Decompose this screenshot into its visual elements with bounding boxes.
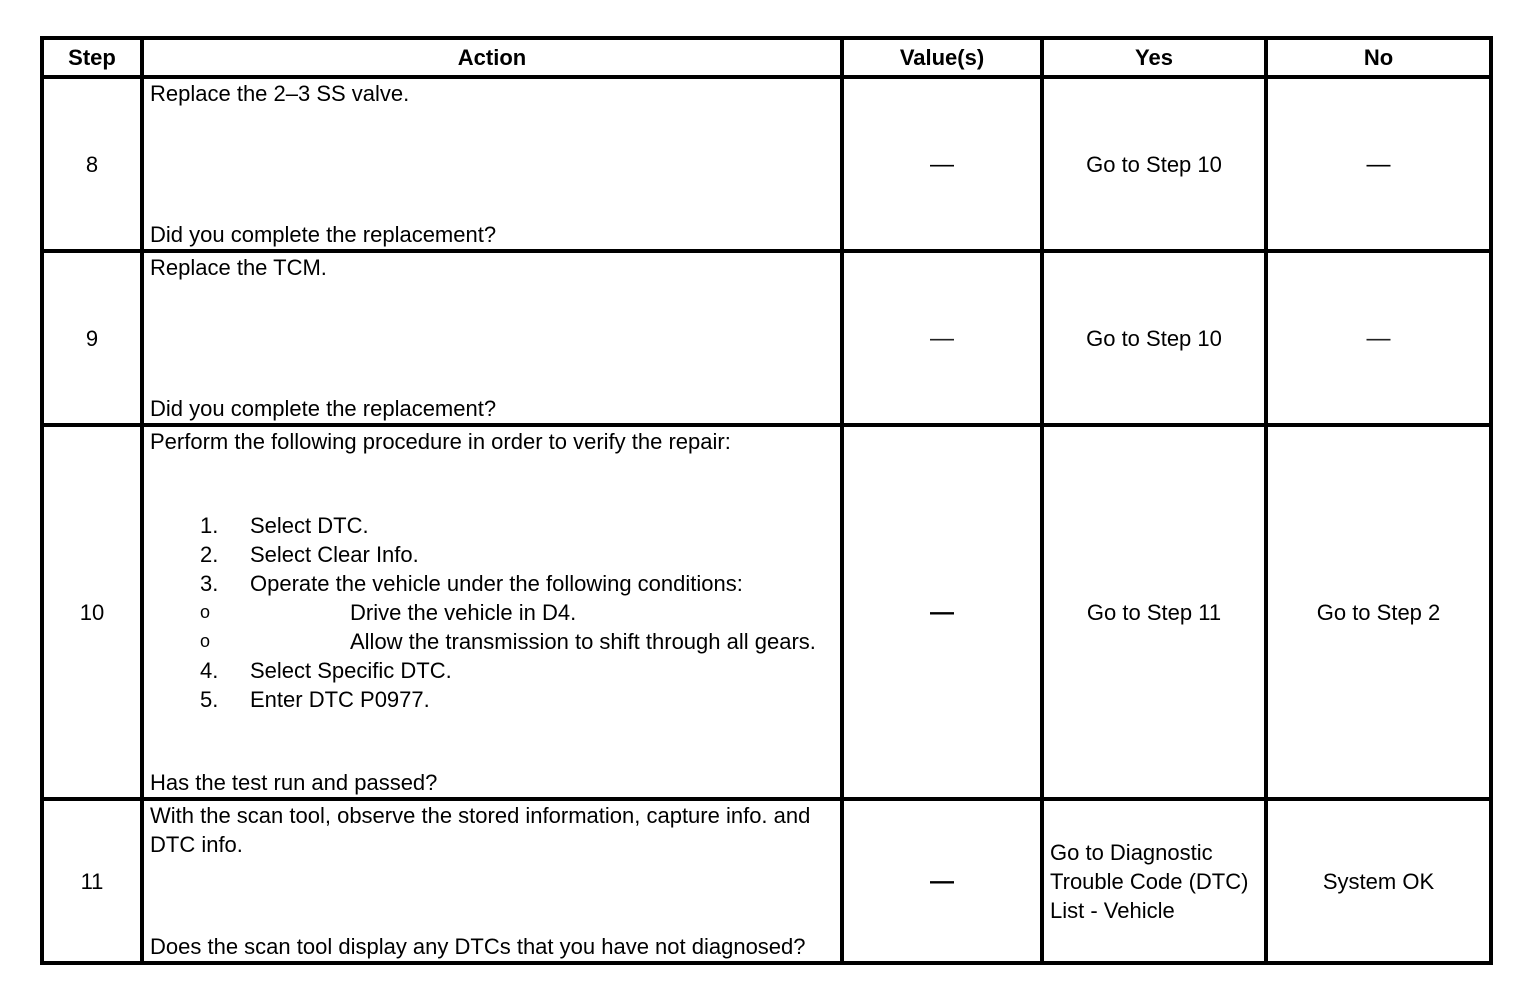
list-number: 3.: [200, 570, 219, 596]
list-text: Select Clear Info.: [250, 541, 419, 567]
header-yes: Yes: [1042, 38, 1266, 77]
sub-list-text: Drive the vehicle in D4.: [350, 599, 577, 625]
list-item: [150, 511, 834, 540]
no-cell: Go to Step 2: [1266, 425, 1491, 799]
bullet-icon: o: [200, 601, 211, 622]
bullet-icon: o: [200, 630, 211, 651]
action-question: Did you complete the replacement?: [150, 222, 497, 247]
step-number: 9: [42, 251, 142, 425]
action-question: Has the test run and passed?: [150, 770, 438, 795]
sub-list-item: [150, 598, 834, 627]
values-cell: —: [842, 799, 1042, 963]
list-text: Operate the vehicle under the following conditions:: [250, 570, 743, 596]
action-intro: Replace the TCM.: [150, 255, 327, 280]
header-action: Action: [142, 38, 842, 77]
no-cell: System OK: [1266, 799, 1491, 963]
action-cell: [142, 425, 842, 799]
header-step: Step: [42, 38, 142, 77]
list-text: Enter DTC P0977.: [250, 686, 430, 712]
table-row: [42, 799, 1491, 963]
yes-cell: Go to Step 11: [1042, 425, 1266, 799]
yes-cell: Go to Step 10: [1042, 77, 1266, 251]
sub-list: [200, 598, 834, 656]
table-row: [42, 251, 1491, 425]
action-intro: Replace the 2–3 SS valve.: [150, 81, 410, 106]
step-number: 10: [42, 425, 142, 799]
action-question: Does the scan tool display any DTCs that you have not diagnosed?: [150, 934, 806, 959]
yes-cell: Go to Step 10: [1042, 251, 1266, 425]
action-intro: Perform the following procedure in order to verify the repair:: [150, 429, 731, 454]
action-cell: [142, 799, 842, 963]
no-cell: —: [1266, 251, 1491, 425]
values-cell: —: [842, 425, 1042, 799]
values-cell: —: [842, 251, 1042, 425]
list-number: 1.: [200, 512, 219, 538]
list-number: 5.: [200, 686, 219, 712]
list-item: [150, 569, 834, 656]
list-item: [150, 656, 834, 685]
table-row: [42, 77, 1491, 251]
list-text: Select Specific DTC.: [250, 657, 452, 683]
list-item: [150, 685, 834, 714]
list-text: Select DTC.: [250, 512, 369, 538]
action-cell: [142, 251, 842, 425]
sub-list-item: [150, 627, 834, 656]
sub-list-text: Allow the transmission to shift through all gears.: [350, 628, 816, 654]
no-cell: —: [1266, 77, 1491, 251]
list-number: 4.: [200, 657, 219, 683]
values-cell: —: [842, 77, 1042, 251]
header-values: Value(s): [842, 38, 1042, 77]
step-number: 11: [42, 799, 142, 963]
list-item: [150, 540, 834, 569]
step-number: 8: [42, 77, 142, 251]
procedure-list: [150, 511, 834, 714]
list-number: 2.: [200, 541, 219, 567]
header-no: No: [1266, 38, 1491, 77]
action-intro: With the scan tool, observe the stored information, capture info. and DTC info.: [150, 803, 811, 857]
table-row: [42, 425, 1491, 799]
procedure-block: [150, 511, 834, 714]
action-cell: [142, 77, 842, 251]
yes-cell: Go to Diagnostic Trouble Code (DTC) List - Vehicle: [1042, 799, 1266, 963]
header-row: [42, 38, 1491, 77]
diagnostic-table: [40, 36, 1493, 965]
action-question: Did you complete the replacement?: [150, 396, 497, 421]
